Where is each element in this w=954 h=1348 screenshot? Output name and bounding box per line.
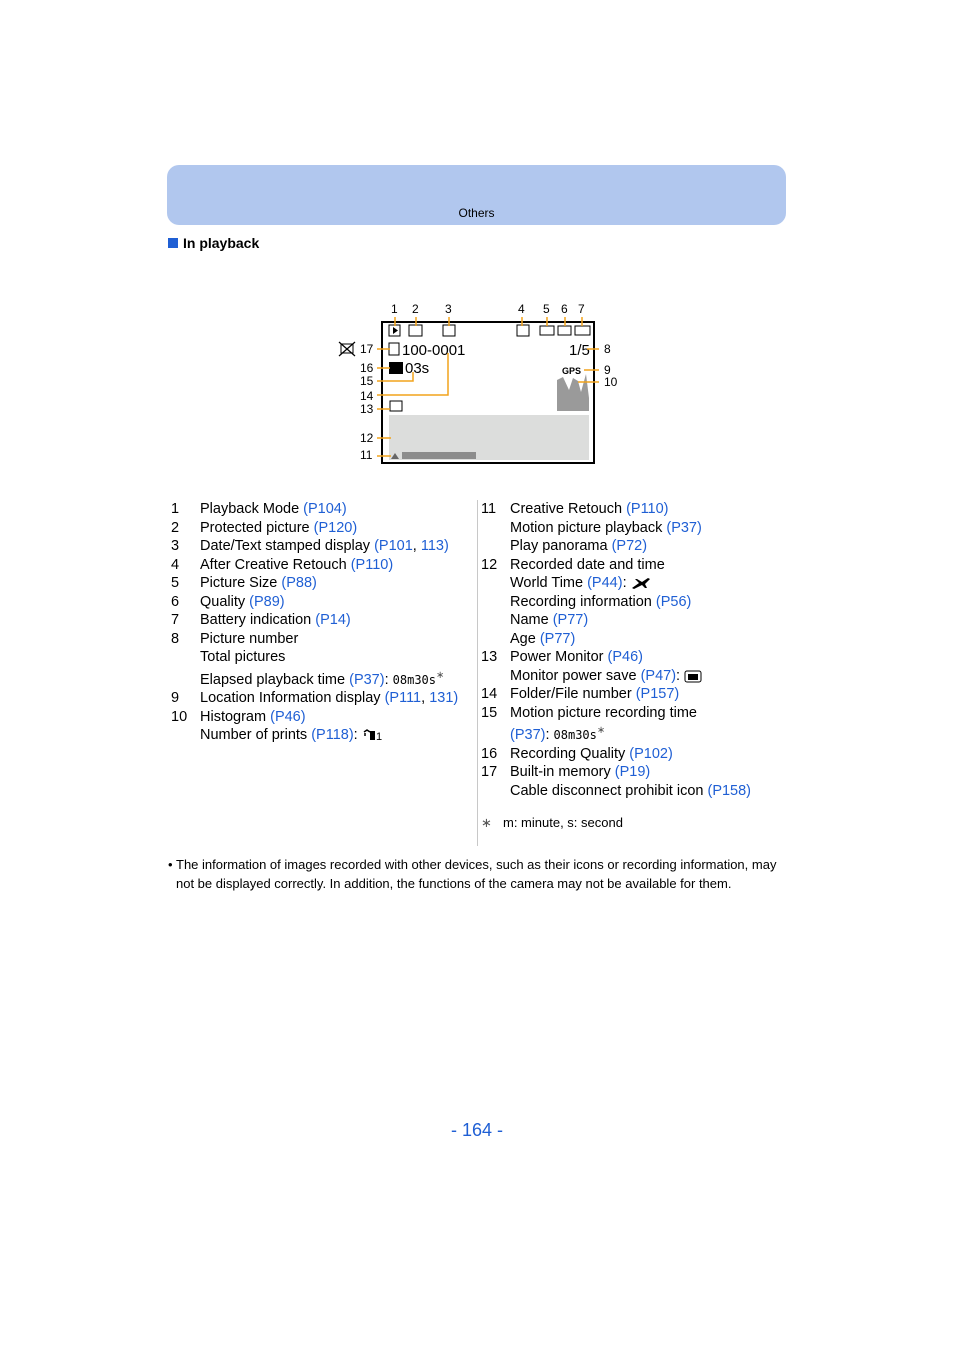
item-label: Total pictures bbox=[200, 649, 286, 665]
cable-disconnect-icon bbox=[339, 342, 355, 356]
callout-16: 16 bbox=[360, 361, 374, 375]
item-label: Age bbox=[510, 630, 540, 647]
footnote-marker: ∗ bbox=[436, 669, 445, 681]
page-reference-link[interactable]: (P14) bbox=[315, 612, 351, 628]
item-number bbox=[171, 726, 200, 745]
left_list-row bbox=[171, 519, 471, 538]
item-text bbox=[510, 667, 781, 686]
left_list-row bbox=[171, 593, 471, 612]
left_list-row bbox=[171, 630, 471, 649]
item-text bbox=[510, 782, 781, 801]
recording-time: 03s bbox=[405, 360, 430, 377]
item-label: : bbox=[676, 667, 685, 684]
item-label: World Time bbox=[510, 575, 588, 591]
page-reference-link[interactable]: (P46) bbox=[270, 708, 306, 725]
right_list-row bbox=[481, 745, 781, 764]
page-number: - 164 - bbox=[450, 1120, 504, 1140]
item-number: 10 bbox=[171, 708, 188, 725]
left_list-row bbox=[171, 726, 471, 745]
item-text bbox=[510, 630, 781, 649]
page-reference-link[interactable]: (P77) bbox=[539, 630, 576, 647]
right_list-row bbox=[481, 648, 781, 667]
left_list-row bbox=[171, 500, 471, 519]
picture-number: 1/5 bbox=[569, 342, 590, 359]
item-label: Monitor power save bbox=[510, 667, 641, 684]
item-number: 16 bbox=[481, 745, 498, 762]
footnote-mark: ∗ bbox=[481, 815, 492, 830]
item-number: 3 bbox=[171, 538, 180, 554]
left_list-row bbox=[171, 537, 471, 556]
item-label: Folder/File number bbox=[510, 686, 636, 702]
item-number bbox=[481, 537, 510, 556]
item-number: 7 bbox=[171, 612, 180, 628]
item-text bbox=[510, 519, 781, 538]
page-reference-link[interactable]: (P44) bbox=[587, 575, 623, 591]
right-item-list bbox=[481, 500, 781, 800]
item-label: , bbox=[421, 690, 430, 706]
right_list-row bbox=[481, 519, 781, 538]
right_list-row bbox=[481, 500, 781, 519]
item-label: Motion picture recording time bbox=[510, 704, 697, 721]
built-in-memory-icon bbox=[389, 343, 399, 355]
item-label: Recording Quality bbox=[510, 745, 630, 762]
item-label: Number of prints bbox=[200, 727, 312, 743]
screen-progress-bar bbox=[402, 452, 476, 459]
right_list-row bbox=[481, 593, 781, 612]
left_list-row bbox=[171, 667, 471, 690]
page-reference-link[interactable]: (P47) bbox=[640, 667, 677, 684]
item-text bbox=[510, 685, 781, 704]
callout-11: 11 bbox=[360, 448, 373, 462]
page-reference-link[interactable]: (P77) bbox=[552, 612, 589, 628]
item-text bbox=[200, 519, 471, 538]
footnote-marker: ∗ bbox=[596, 725, 606, 736]
page-reference-link[interactable]: (P110) bbox=[626, 501, 669, 517]
page-reference-link[interactable]: (P37) bbox=[666, 519, 702, 536]
folder-file-number: 100-0001 bbox=[402, 342, 466, 359]
item-text bbox=[510, 593, 781, 612]
item-label: , bbox=[412, 538, 421, 554]
section-heading bbox=[168, 235, 259, 251]
header-band bbox=[167, 165, 786, 225]
right_list-row bbox=[481, 537, 781, 556]
eco-icon bbox=[684, 668, 702, 684]
page-reference-link[interactable]: (P111 bbox=[384, 690, 422, 706]
column-divider bbox=[477, 500, 478, 846]
item-number: 9 bbox=[171, 690, 180, 706]
page-reference-link[interactable]: (P157) bbox=[635, 686, 680, 702]
left_list-row bbox=[171, 689, 471, 708]
callout-7: 7 bbox=[578, 302, 585, 316]
right_list-row bbox=[481, 722, 781, 745]
item-text bbox=[200, 500, 471, 519]
page-reference-link[interactable]: (P101 bbox=[374, 538, 413, 554]
item-text bbox=[200, 648, 471, 667]
item-number bbox=[481, 519, 510, 538]
page-reference-link[interactable]: (P102) bbox=[629, 745, 673, 762]
item-label: Recorded date and time bbox=[510, 556, 665, 573]
header-title: Others bbox=[458, 206, 495, 220]
item-label: Creative Retouch bbox=[510, 501, 627, 517]
prints-icon bbox=[362, 727, 384, 743]
item-number: 4 bbox=[171, 556, 180, 573]
callout-15: 15 bbox=[360, 374, 374, 388]
item-label: Histogram bbox=[200, 708, 271, 725]
playback-screen-diagram bbox=[335, 298, 625, 468]
item-text bbox=[200, 726, 471, 745]
item-text bbox=[200, 556, 471, 575]
item-label: Date/Text stamped display bbox=[200, 538, 375, 554]
footnote bbox=[481, 815, 623, 831]
callout-5: 5 bbox=[543, 302, 550, 316]
item-label: Location Information display bbox=[200, 690, 385, 706]
item-label: Cable disconnect prohibit icon bbox=[510, 782, 708, 799]
left-item-list bbox=[171, 500, 471, 745]
item-text bbox=[200, 630, 471, 649]
item-number bbox=[481, 611, 510, 630]
note bbox=[168, 856, 788, 893]
right_list-row bbox=[481, 782, 781, 801]
left_list-row bbox=[171, 611, 471, 630]
item-number bbox=[171, 648, 200, 667]
item-label: Motion picture playback bbox=[510, 519, 667, 536]
item-number bbox=[171, 667, 200, 690]
item-text bbox=[510, 763, 781, 782]
page-reference-link[interactable]: (P19) bbox=[614, 764, 651, 780]
item-text bbox=[200, 574, 471, 593]
page-reference-link[interactable]: (P89) bbox=[249, 593, 285, 610]
item-label: Recording information bbox=[510, 593, 656, 610]
item-label: Elapsed playback time bbox=[200, 671, 350, 688]
item-text bbox=[200, 667, 471, 690]
item-number bbox=[481, 667, 510, 686]
item-label: Power Monitor bbox=[510, 649, 608, 665]
item-text bbox=[200, 593, 471, 612]
item-text bbox=[510, 556, 781, 575]
footnote-text: m: minute, s: second bbox=[503, 815, 623, 830]
item-text bbox=[510, 648, 781, 667]
item-number: 17 bbox=[481, 764, 498, 780]
item-number bbox=[481, 782, 510, 801]
page-reference-link[interactable]: (P118) bbox=[311, 727, 354, 743]
battery-icon bbox=[575, 326, 590, 335]
section-title: In playback bbox=[183, 235, 260, 251]
item-label: Play panorama bbox=[510, 538, 612, 554]
item-label: Name bbox=[510, 612, 553, 628]
airplane-icon bbox=[631, 575, 651, 591]
page-reference-link[interactable]: (P104) bbox=[303, 501, 347, 517]
callout-17: 17 bbox=[360, 342, 374, 356]
item-label: : bbox=[622, 575, 631, 591]
right_list-row bbox=[481, 704, 781, 723]
right_list-row bbox=[481, 763, 781, 782]
right_list-row bbox=[481, 667, 781, 686]
item-label: After Creative Retouch bbox=[200, 556, 351, 573]
item-text bbox=[510, 574, 781, 593]
picture-size-icon bbox=[540, 326, 554, 335]
item-number: 2 bbox=[171, 519, 180, 536]
item-text bbox=[510, 500, 781, 519]
item-label: : bbox=[384, 671, 393, 688]
page-reference-link[interactable]: (P37) bbox=[510, 727, 546, 743]
callout-8: 8 bbox=[604, 342, 611, 356]
item-label: : bbox=[353, 727, 362, 743]
item-label: : bbox=[545, 727, 554, 743]
power-monitor-icon bbox=[390, 401, 402, 411]
callout-13: 13 bbox=[360, 402, 374, 416]
item-number: 6 bbox=[171, 593, 180, 610]
callout-9: 9 bbox=[604, 363, 611, 377]
item-number bbox=[481, 630, 510, 649]
item-text bbox=[510, 704, 781, 723]
callout-4: 4 bbox=[518, 302, 525, 316]
page-reference-link[interactable]: (P88) bbox=[281, 575, 317, 591]
callout-3: 3 bbox=[445, 302, 452, 316]
right_list-row bbox=[481, 574, 781, 593]
right_list-row bbox=[481, 685, 781, 704]
callout-14: 14 bbox=[360, 389, 374, 403]
item-label: Quality bbox=[200, 593, 250, 610]
quality-icon bbox=[558, 326, 571, 335]
item-number: 14 bbox=[481, 686, 498, 702]
page-reference-link[interactable]: (P37) bbox=[349, 671, 385, 688]
item-number bbox=[481, 593, 510, 612]
note-text: The information of images recorded with other devices, such as their icons or recording information, may not be displayed correctly. In addition, the functions of the camera may not be available for them. bbox=[176, 857, 777, 891]
note-bullet: • bbox=[168, 857, 173, 872]
svg-text:1: 1 bbox=[375, 731, 382, 742]
item-number: 11 bbox=[481, 501, 497, 517]
item-number: 15 bbox=[481, 704, 498, 721]
left_list-row bbox=[171, 648, 471, 667]
item-number: 8 bbox=[171, 630, 180, 647]
item-number: 1 bbox=[171, 501, 180, 517]
page-reference-link[interactable]: (P158) bbox=[707, 782, 752, 799]
left_list-row bbox=[171, 556, 471, 575]
date-stamp-icon bbox=[443, 325, 455, 336]
item-text bbox=[510, 611, 781, 630]
item-text bbox=[510, 722, 781, 745]
item-label: Picture Size bbox=[200, 575, 282, 591]
page-reference-link[interactable]: 131) bbox=[429, 690, 459, 706]
item-number bbox=[481, 574, 510, 593]
item-label: Battery indication bbox=[200, 612, 316, 628]
callout-6: 6 bbox=[561, 302, 568, 316]
item-label: Playback Mode bbox=[200, 501, 304, 517]
callout-1: 1 bbox=[391, 302, 398, 316]
time-format-example: 08m30s bbox=[392, 672, 436, 687]
item-number bbox=[481, 722, 510, 745]
item-text bbox=[200, 689, 471, 708]
rec-quality-icon bbox=[389, 362, 403, 374]
item-text bbox=[200, 708, 471, 727]
page-reference-link[interactable]: (P56) bbox=[655, 593, 692, 610]
time-format-example: 08m30s bbox=[553, 728, 597, 742]
right_list-row bbox=[481, 556, 781, 575]
callout-10: 10 bbox=[604, 375, 618, 389]
gps-indicator: GPS bbox=[562, 366, 582, 376]
item-label: Protected picture bbox=[200, 519, 314, 536]
protected-picture-icon bbox=[409, 325, 422, 336]
item-number: 5 bbox=[171, 575, 180, 591]
page-reference-link[interactable]: (P120) bbox=[313, 519, 358, 536]
right_list-row bbox=[481, 630, 781, 649]
item-number: 13 bbox=[481, 649, 498, 665]
left_list-row bbox=[171, 708, 471, 727]
after-retouch-icon bbox=[517, 325, 529, 336]
section-square-icon bbox=[168, 238, 178, 248]
item-label: Built-in memory bbox=[510, 764, 615, 780]
right_list-row bbox=[481, 611, 781, 630]
page-reference-link[interactable]: (P72) bbox=[611, 538, 648, 554]
item-text bbox=[510, 537, 781, 556]
page-reference-link[interactable]: 113) bbox=[420, 538, 449, 554]
item-text bbox=[200, 537, 471, 556]
item-text bbox=[200, 611, 471, 630]
item-label: Picture number bbox=[200, 630, 299, 647]
item-number: 12 bbox=[481, 556, 498, 573]
item-text bbox=[510, 745, 781, 764]
callout-2: 2 bbox=[412, 302, 419, 316]
page-reference-link[interactable]: (P46) bbox=[607, 649, 643, 665]
page-reference-link[interactable]: (P110) bbox=[350, 556, 394, 573]
callout-12: 12 bbox=[360, 431, 374, 445]
left_list-row bbox=[171, 574, 471, 593]
